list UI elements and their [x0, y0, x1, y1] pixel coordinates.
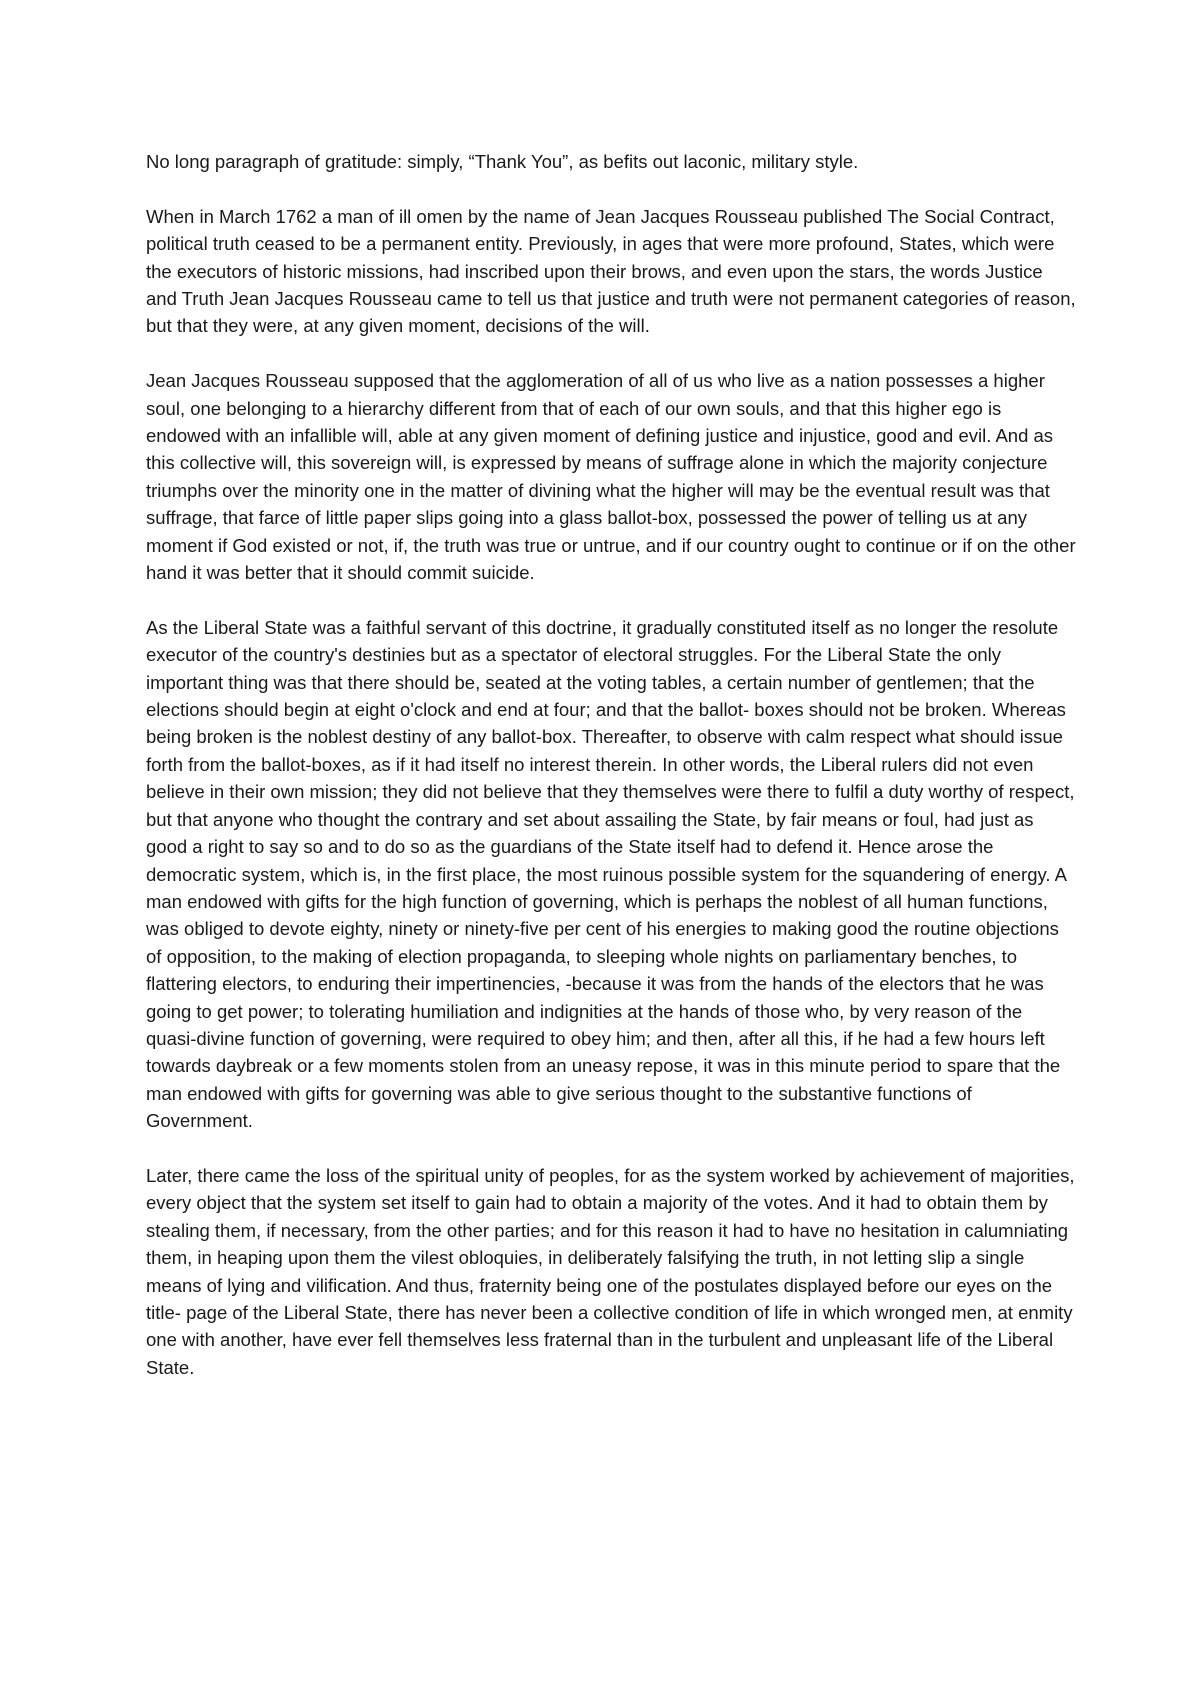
paragraph-social-contract: When in March 1762 a man of ill omen by the name of Jean Jacques Rousseau published The Social Contract, political truth ceased to be a permanent entity. Previously, in ages that were more profound, States, which were the executors of historic missions, had inscribed upon their brows, and even upon the stars, the words Justice and Truth Jean Jacques Rousseau came to tell us that justice and truth were not permanent categories of reason, but that they were, at any given moment, decisions of the will. [146, 205, 1076, 337]
paragraph-thank-you: No long paragraph of gratitude: simply, “Thank You”, as befits out laconic, military style. [146, 151, 859, 172]
paragraph-liberal-state: As the Liberal State was a faithful servant of this doctrine, it gradually constituted itself as no longer the resolute executor of the country's destinies but as a spectator of electoral struggles. For the Liberal State the only important thing was that there should be, seated at the voting tables, a certain number of gentlemen; that the elections should begin at eight o'clock and end at four; and that the ballot- boxes should not be broken. Whereas being broken is the noblest destiny of any ballot-box. Thereafter, to observe with calm respect what should issue forth from the ballot-boxes, as if it had itself no interest therein. In other words, the Liberal rulers did not even believe in their own mission; they did not believe that they themselves were there to fulfil a duty worthy of respect, but that anyone who thought the contrary and set about assailing the State, by fair means or foul, had just as good a right to say so and to do so as the guardians of the State itself had to defend it. Hence arose the democratic system, which is, in the first place, the most ruinous possible system for the squandering of energy. A man endowed with gifts for the high function of governing, which is perhaps the noblest of all human functions, was obliged to devote eighty, ninety or ninety-five per cent of his energies to making good the routine objections of opposition, to the making of election propaganda, to sleeping whole nights on parliamentary benches, to flattering electors, to enduring their impertinencies, -because it was from the hands of the electors that he was going to get power; to tolerating humiliation and indignities at the hands of those who, by very reason of the quasi-divine function of governing, were required to obey him; and then, after all this, if he had a few hours left towards daybreak or a few moments stolen from an uneasy repose, it was in this minute period to spare that the man endowed with gifts for governing was able to give serious thought to the substantive functions of Government. [146, 616, 1075, 1132]
paragraph-spiritual-unity: Later, there came the loss of the spiritual unity of peoples, for as the system worked by achievement of majorities, every object that the system set itself to gain had to obtain a majority of the votes. And it had to obtain them by stealing them, if necessary, from the other parties; and for this reason it had to have no hesitation in calumniating them, in heaping upon them the vilest obloquies, in deliberately falsifying the truth, in not letting slip a single means of lying and vilification. And thus, fraternity being one of the postulates displayed before our eyes on the title- page of the Liberal State, there has never been a collective condition of life in which wronged men, at enmity one with another, have ever fell themselves less fraternal than in the turbulent and unpleasant life of the Liberal State. [146, 1164, 1075, 1378]
paragraph-collective-will: Jean Jacques Rousseau supposed that the agglomeration of all of us who live as a nation possesses a higher soul, one belonging to a hierarchy different from that of each of our own souls, and that this higher ego is endowed with an infallible will, able at any given moment of defining justice and injustice, good and evil. And as this collective will, this sovereign will, is expressed by means of suffrage alone in which the majority conjecture triumphs over the minority one in the matter of divining what the higher will may be the eventual result was that suffrage, that farce of little paper slips going into a glass ballot-box, possessed the power of telling us at any moment if God existed or not, if, the truth was true or untrue, and if our country ought to continue or if on the other hand it was better that it should commit suicide. [146, 370, 1076, 584]
document-body [146, 148, 1076, 1409]
